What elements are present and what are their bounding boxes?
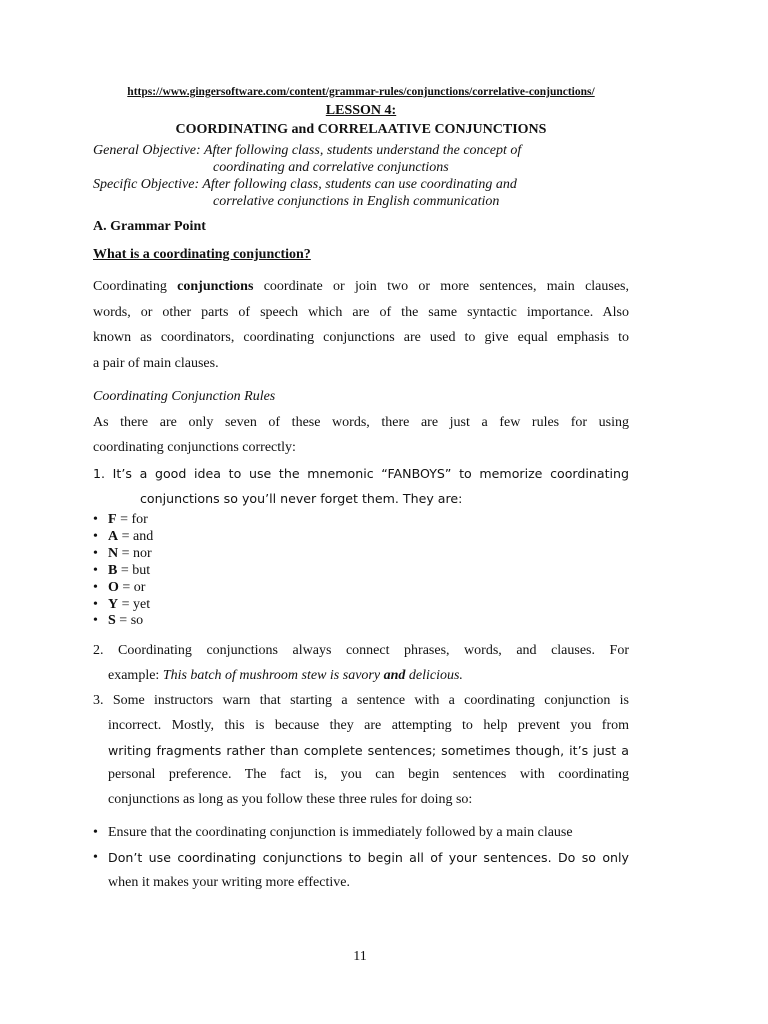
definition-line-2: words, or other parts of speech which are of the same syntactic importance. Also [93, 304, 629, 320]
rule-3-line-4: personal preference. The fact is, you can begin sentences with coordinating [108, 767, 629, 783]
rule-1 [93, 461, 629, 511]
bullet-icon: • [93, 512, 98, 527]
rule-3-bullets [93, 820, 629, 895]
general-objective [93, 142, 521, 159]
example-sentence: This batch of mushroom stew is savory and delicious. [162, 668, 463, 683]
specific-objective-text: After following class, students can use coordinating and [202, 177, 517, 192]
lesson-label: LESSON 4: [325, 103, 397, 118]
rules-heading: Coordinating Conjunction Rules [93, 389, 276, 404]
bold-term: conjunctions [177, 279, 254, 294]
rules-intro [93, 410, 629, 460]
definition-line-3: known as coordinators, coordinating conjunctions are used to give equal emphasis to [93, 330, 629, 345]
rules-intro-line-1: As there are only seven of these words, there are just a few rules for using [93, 415, 629, 430]
list-item: • Y = yet [93, 596, 151, 612]
rule-2-line-1: 2. Coordinating conjunctions always connect phrases, words, and clauses. For [93, 643, 629, 658]
rule-2 [93, 638, 629, 688]
list-item: • Ensure that the coordinating conjunction is immediately followed by a main clause [93, 820, 629, 845]
section-heading: A. Grammar Point [93, 219, 206, 234]
rule-3-line-3: writing fragments rather than complete sentences; sometimes though, it’s just a [108, 742, 629, 758]
specific-objective-label: Specific Objective: [93, 177, 200, 192]
question-heading: What is a coordinating conjunction? [93, 247, 311, 262]
page-number: 11 [353, 949, 367, 964]
list-item: • N = nor [93, 545, 152, 561]
list-item: • F = for [93, 512, 148, 527]
bullet-icon: • [93, 579, 98, 595]
bullet-icon: • [93, 850, 98, 865]
rules-intro-line-2: coordinating conjunctions correctly: [93, 440, 296, 455]
definition-line-4: a pair of main clauses. [93, 355, 219, 371]
general-objective-cont: coordinating and correlative conjunctions [213, 160, 449, 175]
definition-paragraph [93, 274, 629, 376]
bullet-icon: • [93, 596, 98, 612]
specific-objective-cont: correlative conjunctions in English communication [213, 194, 500, 209]
bullet-icon: • [93, 825, 98, 840]
fanboys-list [93, 512, 153, 630]
list-item: • A = and [93, 528, 154, 544]
rule-1-line-2: conjunctions so you’ll never forget them. They are: [140, 491, 463, 506]
definition-line-1: Coordinating conjunctions coordinate or join two or more sentences, main clauses, [93, 279, 629, 294]
list-item: • Don’t use coordinating conjunctions to begin all of your sentences. Do so only when it makes your writing more effective. [93, 845, 629, 895]
list-item: • B = but [93, 562, 151, 578]
source-url: https://www.gingersoftware.com/content/grammar-rules/conjunctions/correlative-conjunctions/ [127, 86, 595, 98]
list-item: • S = so [93, 613, 144, 629]
specific-objective [93, 176, 517, 193]
rule-3-line-2: incorrect. Mostly, this is because they are attempting to help prevent you from [108, 717, 629, 733]
rule-1-line-1: 1. It’s a good idea to use the mnemonic “FANBOYS” to memorize coordinating [93, 466, 629, 481]
rule-3-line-1: 3. Some instructors warn that starting a sentence with a coordinating conjunction is [93, 693, 629, 708]
bullet-icon: • [93, 528, 98, 544]
rule-3-line-5: conjunctions as long as you follow these three rules for doing so: [108, 792, 473, 808]
bullet-icon: • [93, 562, 98, 578]
bullet-icon: • [93, 613, 98, 629]
bullet-icon: • [93, 545, 98, 561]
list-item: • O = or [93, 579, 146, 595]
rule-3 [93, 689, 629, 813]
general-objective-text: After following class, students understand the concept of [203, 143, 522, 158]
lesson-title: COORDINATING and CORRELAATIVE CONJUNCTIONS [175, 122, 547, 137]
rule-2-line-2: example: This batch of mushroom stew is savory and delicious. [108, 668, 463, 683]
general-objective-label: General Objective: [93, 143, 201, 158]
